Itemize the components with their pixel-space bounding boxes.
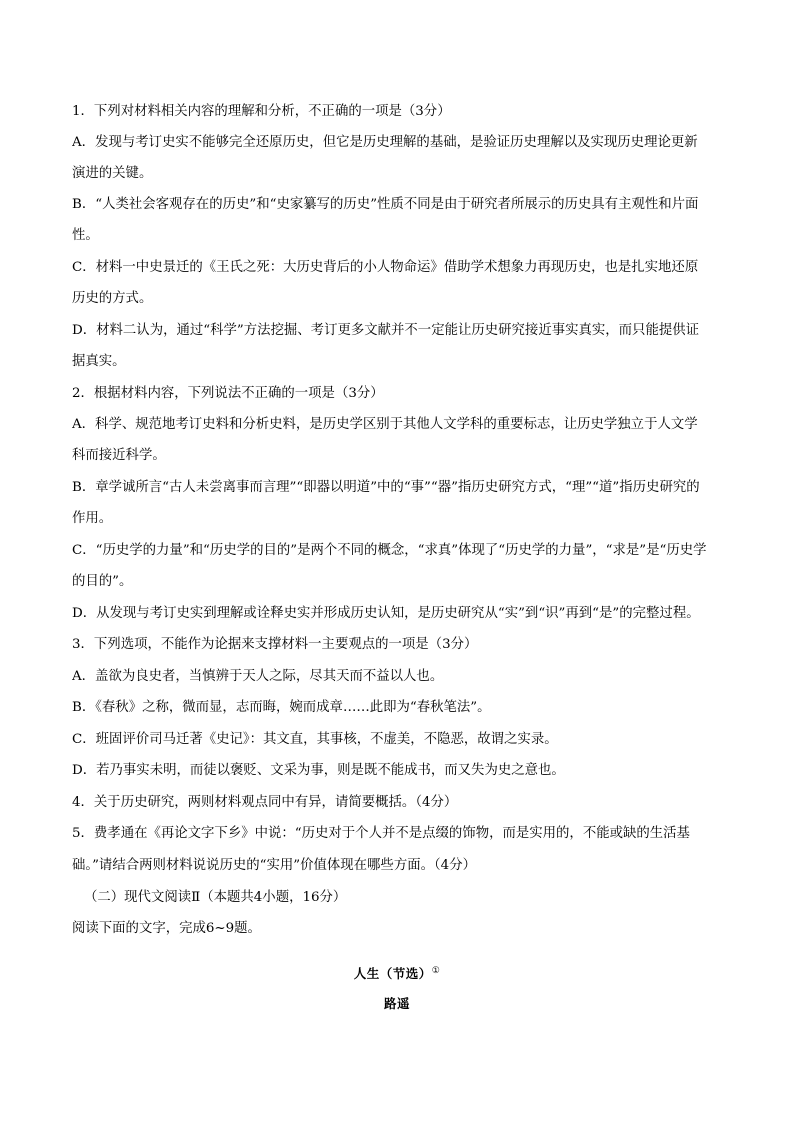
passage-author: 路遥: [383, 996, 410, 1011]
q1-option-c-cont: 历史的方式。: [72, 291, 153, 306]
q1-option-d-cont: 据真实。: [72, 354, 126, 369]
q2-option-d: D．从发现与考订史实到理解或诠释史实并形成历史认知，是历史研究从“实”到“识”再到“是”的完整过程。: [72, 606, 700, 621]
q3-option-d: D．若乃事实未明，而徒以褒贬、文采为事，则是既不能成书，而又失为史之意也。: [72, 763, 565, 778]
q2-option-a: A．科学、规范地考订史料和分析史料，是历史学区别于其他人文学科的重要标志，让历史学独立于人文学: [72, 417, 698, 432]
q1-option-a-cont: 演进的关键。: [72, 166, 153, 181]
section-instruction: 阅读下面的文字，完成6~9题。: [72, 921, 261, 936]
q5-stem-cont: 础。”请结合两则材料说说历史的“实用”价值体现在哪些方面。（4分）: [72, 858, 476, 873]
q1-option-c: C．材料一中史景迁的《王氏之死：大历史背后的小人物命运》借助学术想象力再现历史，也是扎实地还原: [72, 260, 699, 275]
q3-option-c: C．班固评价司马迁著《史记》：其文直，其事核，不虚美，不隐恶，故谓之实录。: [72, 732, 558, 747]
passage-title: [0, 961, 794, 984]
q2-option-a-cont: 科而接近科学。: [72, 448, 166, 463]
q2-option-b: B．章学诚所言“古人未尝离事而言理”“即器以明道”中的“事”“器”指历史研究方式，“理”“道”指历史研究的: [72, 480, 700, 495]
passage-title-text: 人生（节选）: [353, 966, 432, 982]
q4-stem: 4．关于历史研究，两则材料观点同中有异，请简要概括。（4分）: [72, 795, 458, 810]
q1-stem: 1．下列对材料相关内容的理解和分析，不正确的一项是（3分）: [72, 104, 451, 119]
q3-option-a: A．盖欲为良史者，当慎辨于天人之际，尽其天而不益以人也。: [72, 669, 444, 684]
q1-option-b-cont: 性。: [72, 228, 99, 243]
q2-option-b-cont: 作用。: [72, 511, 113, 526]
q5-stem: 5．费孝通在《再论文字下乡》中说：“历史对于个人并不是点缀的饰物，而是实用的，不能或缺的生活基: [72, 826, 690, 841]
q3-option-b: B．《春秋》之称，微而显，志而晦，婉而成章……此即为“春秋笔法”。: [72, 700, 491, 715]
q2-option-c: C．“历史学的力量”和“历史学的目的”是两个不同的概念，“求真”体现了“历史学的力量”，“求是”是“历史学: [72, 543, 707, 558]
q2-option-c-cont: 的目的”。: [72, 574, 133, 589]
q1-option-b: B．“人类社会客观存在的历史”和“史家纂写的历史”性质不同是由于研究者所展示的历史具有主观性和片面: [72, 197, 699, 212]
q2-stem: 2．根据材料内容，下列说法不正确的一项是（3分）: [72, 386, 384, 401]
footnote-marker: ①: [431, 966, 441, 976]
section-heading: （二）现代文阅读Ⅱ（本题共4小题，16分）: [84, 890, 347, 905]
q3-stem: 3．下列选项，不能作为论据来支撑材料一主要观点的一项是（3分）: [72, 637, 478, 652]
q1-option-a: A．发现与考订史实不能够完全还原历史，但它是历史理解的基础，是验证历史理解以及实现历史理论更新: [72, 135, 698, 150]
q1-option-d: D．材料二认为，通过“科学”方法挖掘、考订更多文献并不一定能让历史研究接近事实真实，而只能提供证: [72, 323, 700, 338]
